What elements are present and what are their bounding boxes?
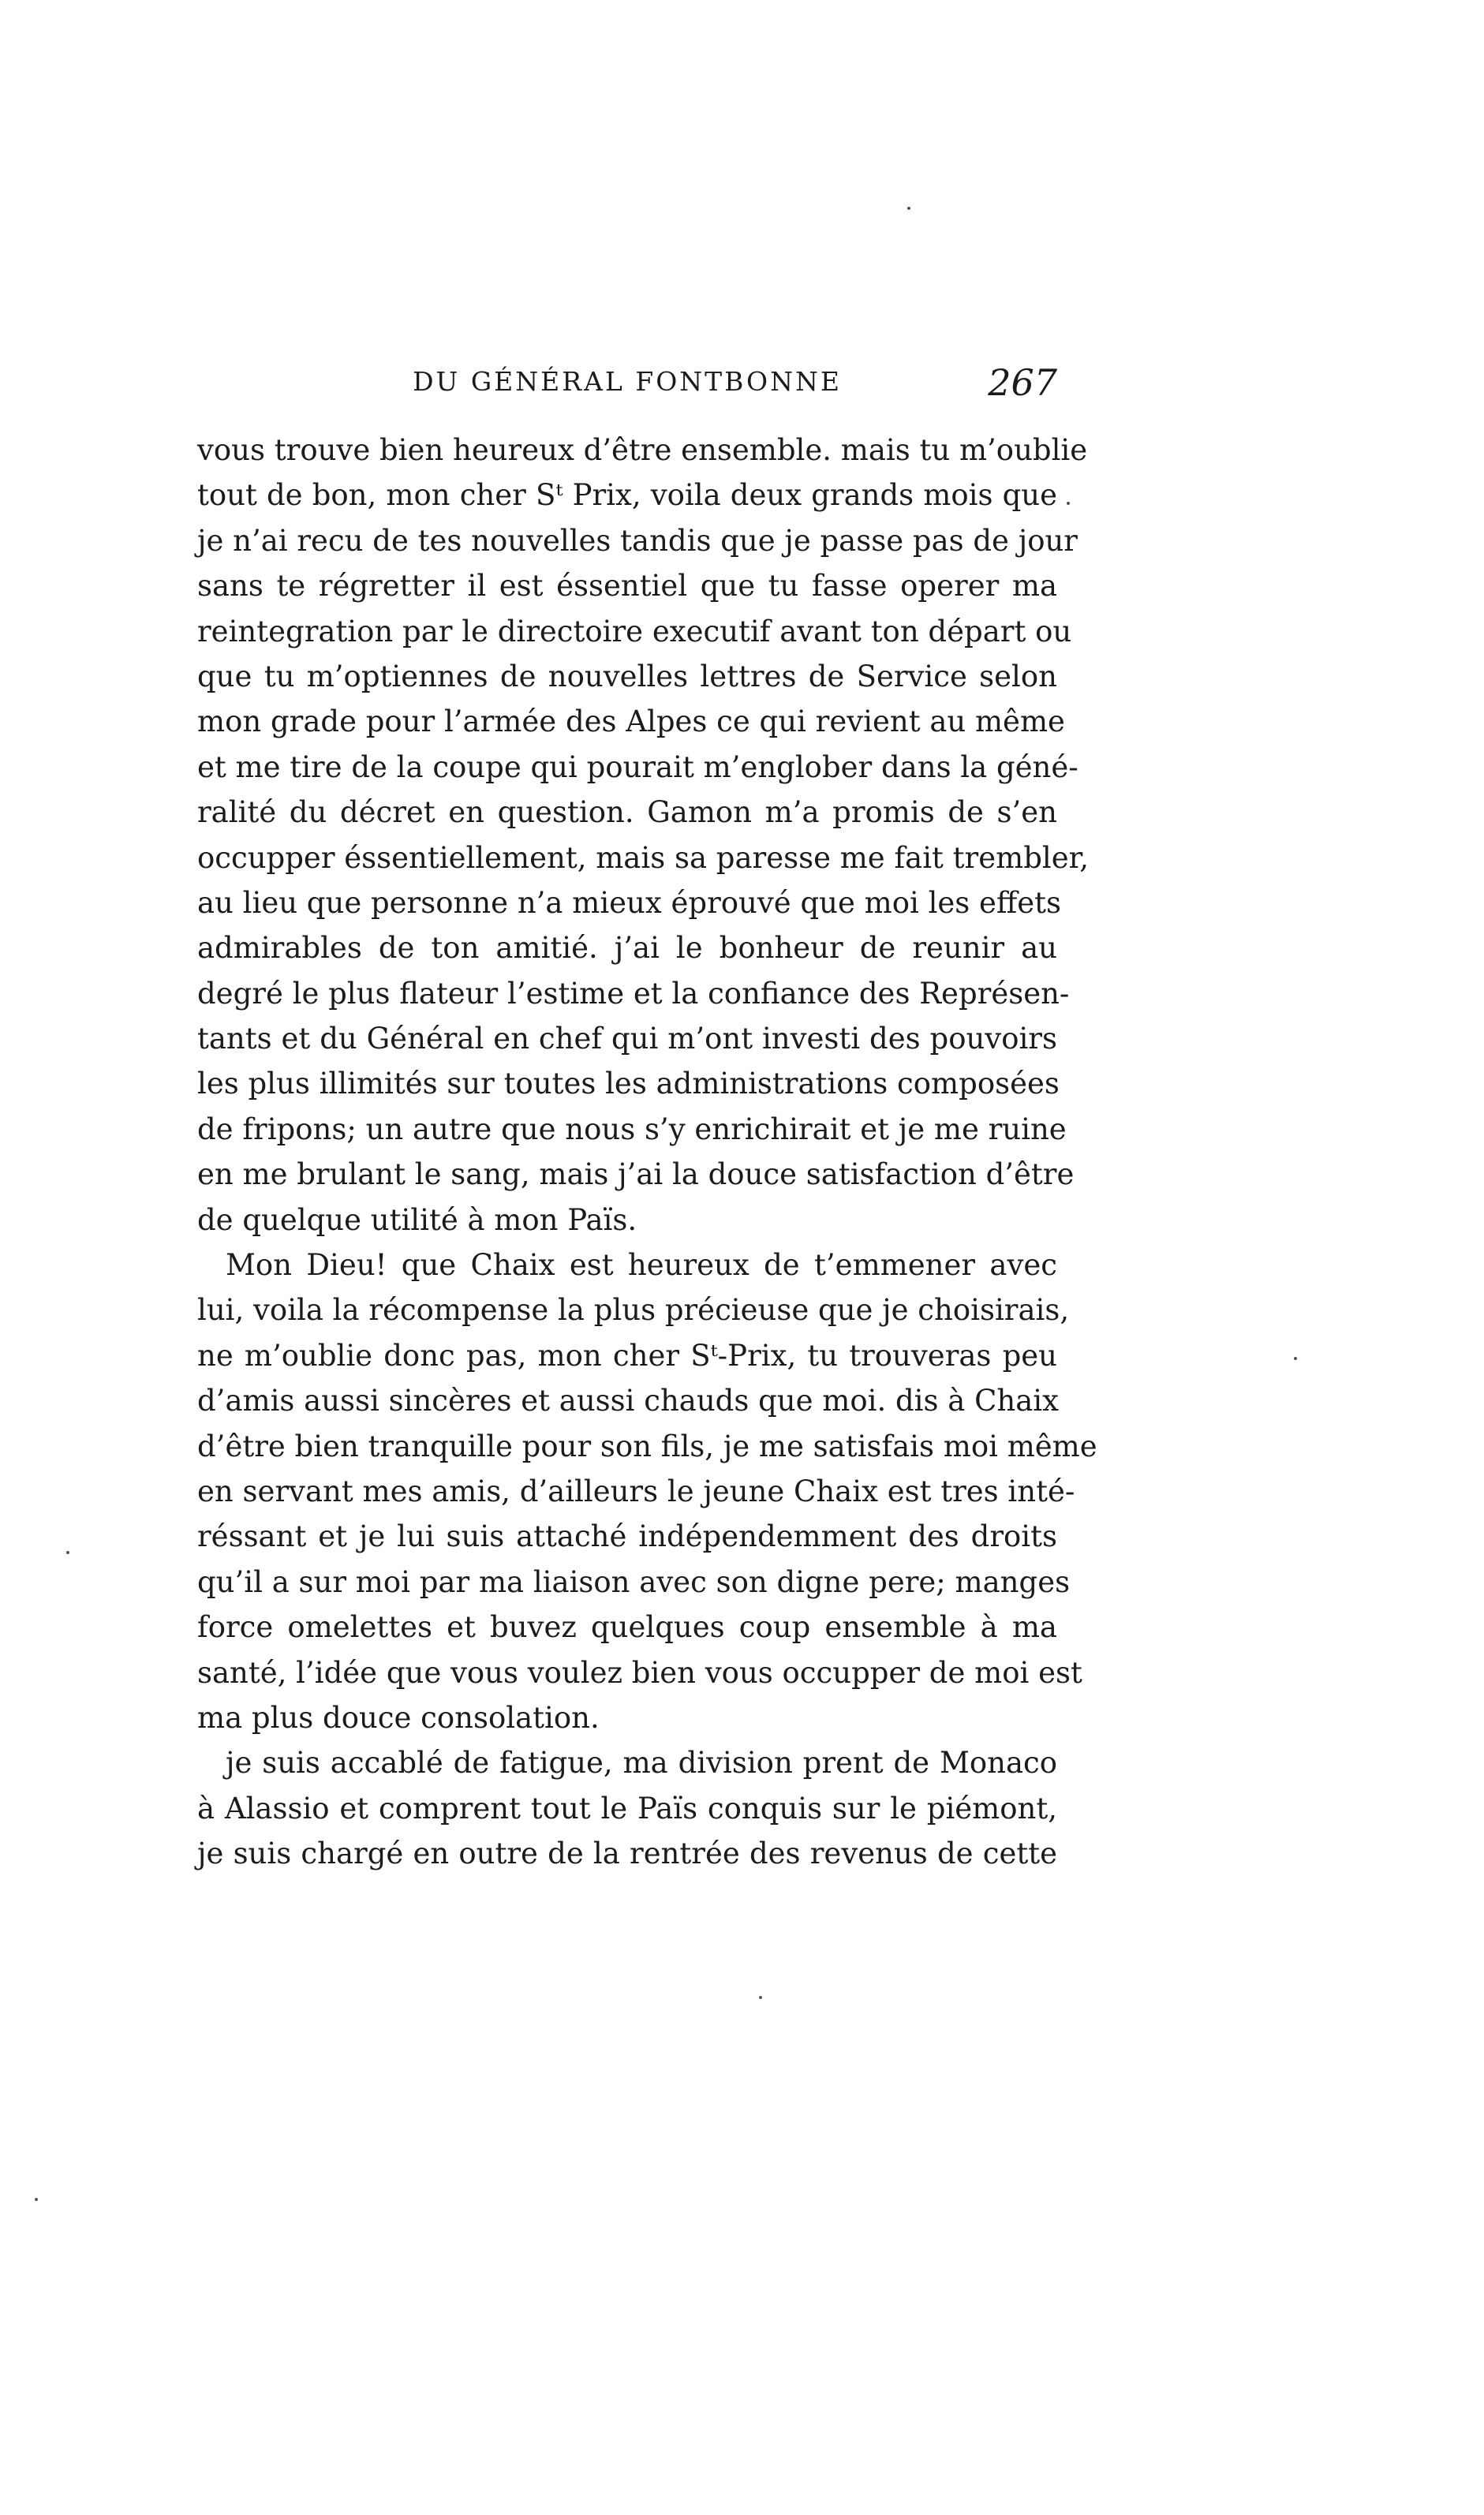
scan-speck (66, 1551, 69, 1554)
body-text (197, 428, 1097, 1877)
text-line: mon grade pour l’armée des Alpes ce qui revient au même (197, 704, 1065, 739)
text-line: ralité du décret en question. Gamon m’a promis de s’en (197, 795, 1057, 830)
text-line: à Alassio et comprent tout le Païs conquis sur le piémont, (197, 1791, 1057, 1826)
scan-speck (35, 2198, 38, 2201)
text-line: je suis chargé en outre de la rentrée des revenus de cette (197, 1837, 1057, 1871)
text-line: occupper éssentiellement, mais sa paresse me fait trembler, (197, 840, 1090, 875)
text-line: force omelettes et buvez quelques coup ensemble à ma (197, 1610, 1057, 1645)
text-line: de quelque utilité à mon Païs. (197, 1202, 637, 1237)
text-line: que tu m’optiennes de nouvelles lettres de Service selon (197, 659, 1057, 693)
text-line: de fripons; un autre que nous s’y enrichirait et je me ruine (197, 1112, 1067, 1146)
text-line: en servant mes amis, d’ailleurs le jeune Chaix est tres inté- (197, 1474, 1075, 1508)
text-line: lui, voila la récompense la plus précieuse que je choisirais, (197, 1293, 1070, 1328)
text-line: santé, l’idée que vous voulez bien vous occupper de moi est (197, 1655, 1082, 1690)
text-line: reintegration par le directoire executif avant ton départ ou (197, 614, 1072, 648)
text-line: qu’il a sur moi par ma liaison avec son digne pere; manges (197, 1564, 1071, 1599)
text-line: d’être bien tranquille pour son fils, je me satisfais moi même (197, 1429, 1097, 1463)
text-line: tants et du Général en chef qui m’ont investi des pouvoirs (197, 1022, 1057, 1056)
text-line: au lieu que personne n’a mieux éprouvé que moi les effets (197, 885, 1061, 920)
text-line: en me brulant le sang, mais j’ai la douce satisfaction d’être (197, 1157, 1075, 1192)
text-line: je suis accablé de fatigue, ma division prent de Monaco (226, 1746, 1057, 1781)
page-number: 267 (988, 361, 1057, 404)
text-line: réssant et je lui suis attaché indépendemment des droits (197, 1519, 1057, 1554)
page-header (197, 361, 1057, 413)
text-line: Mon Dieu! que Chaix est heureux de t’emmener avec (226, 1248, 1057, 1283)
text-line: degré le plus flateur l’estime et la confiance des Représen- (197, 976, 1070, 1011)
text-line: sans te régretter il est éssentiel que tu fasse operer ma (197, 569, 1057, 604)
text-line: tout de bon, mon cher Sᵗ Prix, voila deux grands mois que (197, 478, 1057, 513)
scan-speck (1067, 502, 1070, 505)
text-line: vous trouve bien heureux d’être ensemble. mais tu m’oublie (197, 433, 1088, 467)
text-line: ma plus douce consolation. (197, 1700, 600, 1735)
text-line: les plus illimités sur toutes les administrations composées (197, 1067, 1060, 1101)
text-line: et me tire de la coupe qui pourait m’englober dans la géné- (197, 749, 1078, 784)
scan-speck (907, 207, 910, 210)
scan-speck (1294, 1357, 1297, 1360)
scan-speck (759, 1996, 762, 1999)
running-head: DU GÉNÉRAL FONTBONNE (413, 366, 842, 397)
text-line: d’amis aussi sincères et aussi chauds que moi. dis à Chaix (197, 1384, 1059, 1418)
text-line: ne m’oublie donc pas, mon cher Sᵗ-Prix, tu trouveras peu (197, 1338, 1057, 1373)
text-line: je n’ai recu de tes nouvelles tandis que je passe pas de jour (197, 523, 1078, 558)
text-line: admirables de ton amitié. j’ai le bonheur de reunir au (197, 931, 1057, 966)
